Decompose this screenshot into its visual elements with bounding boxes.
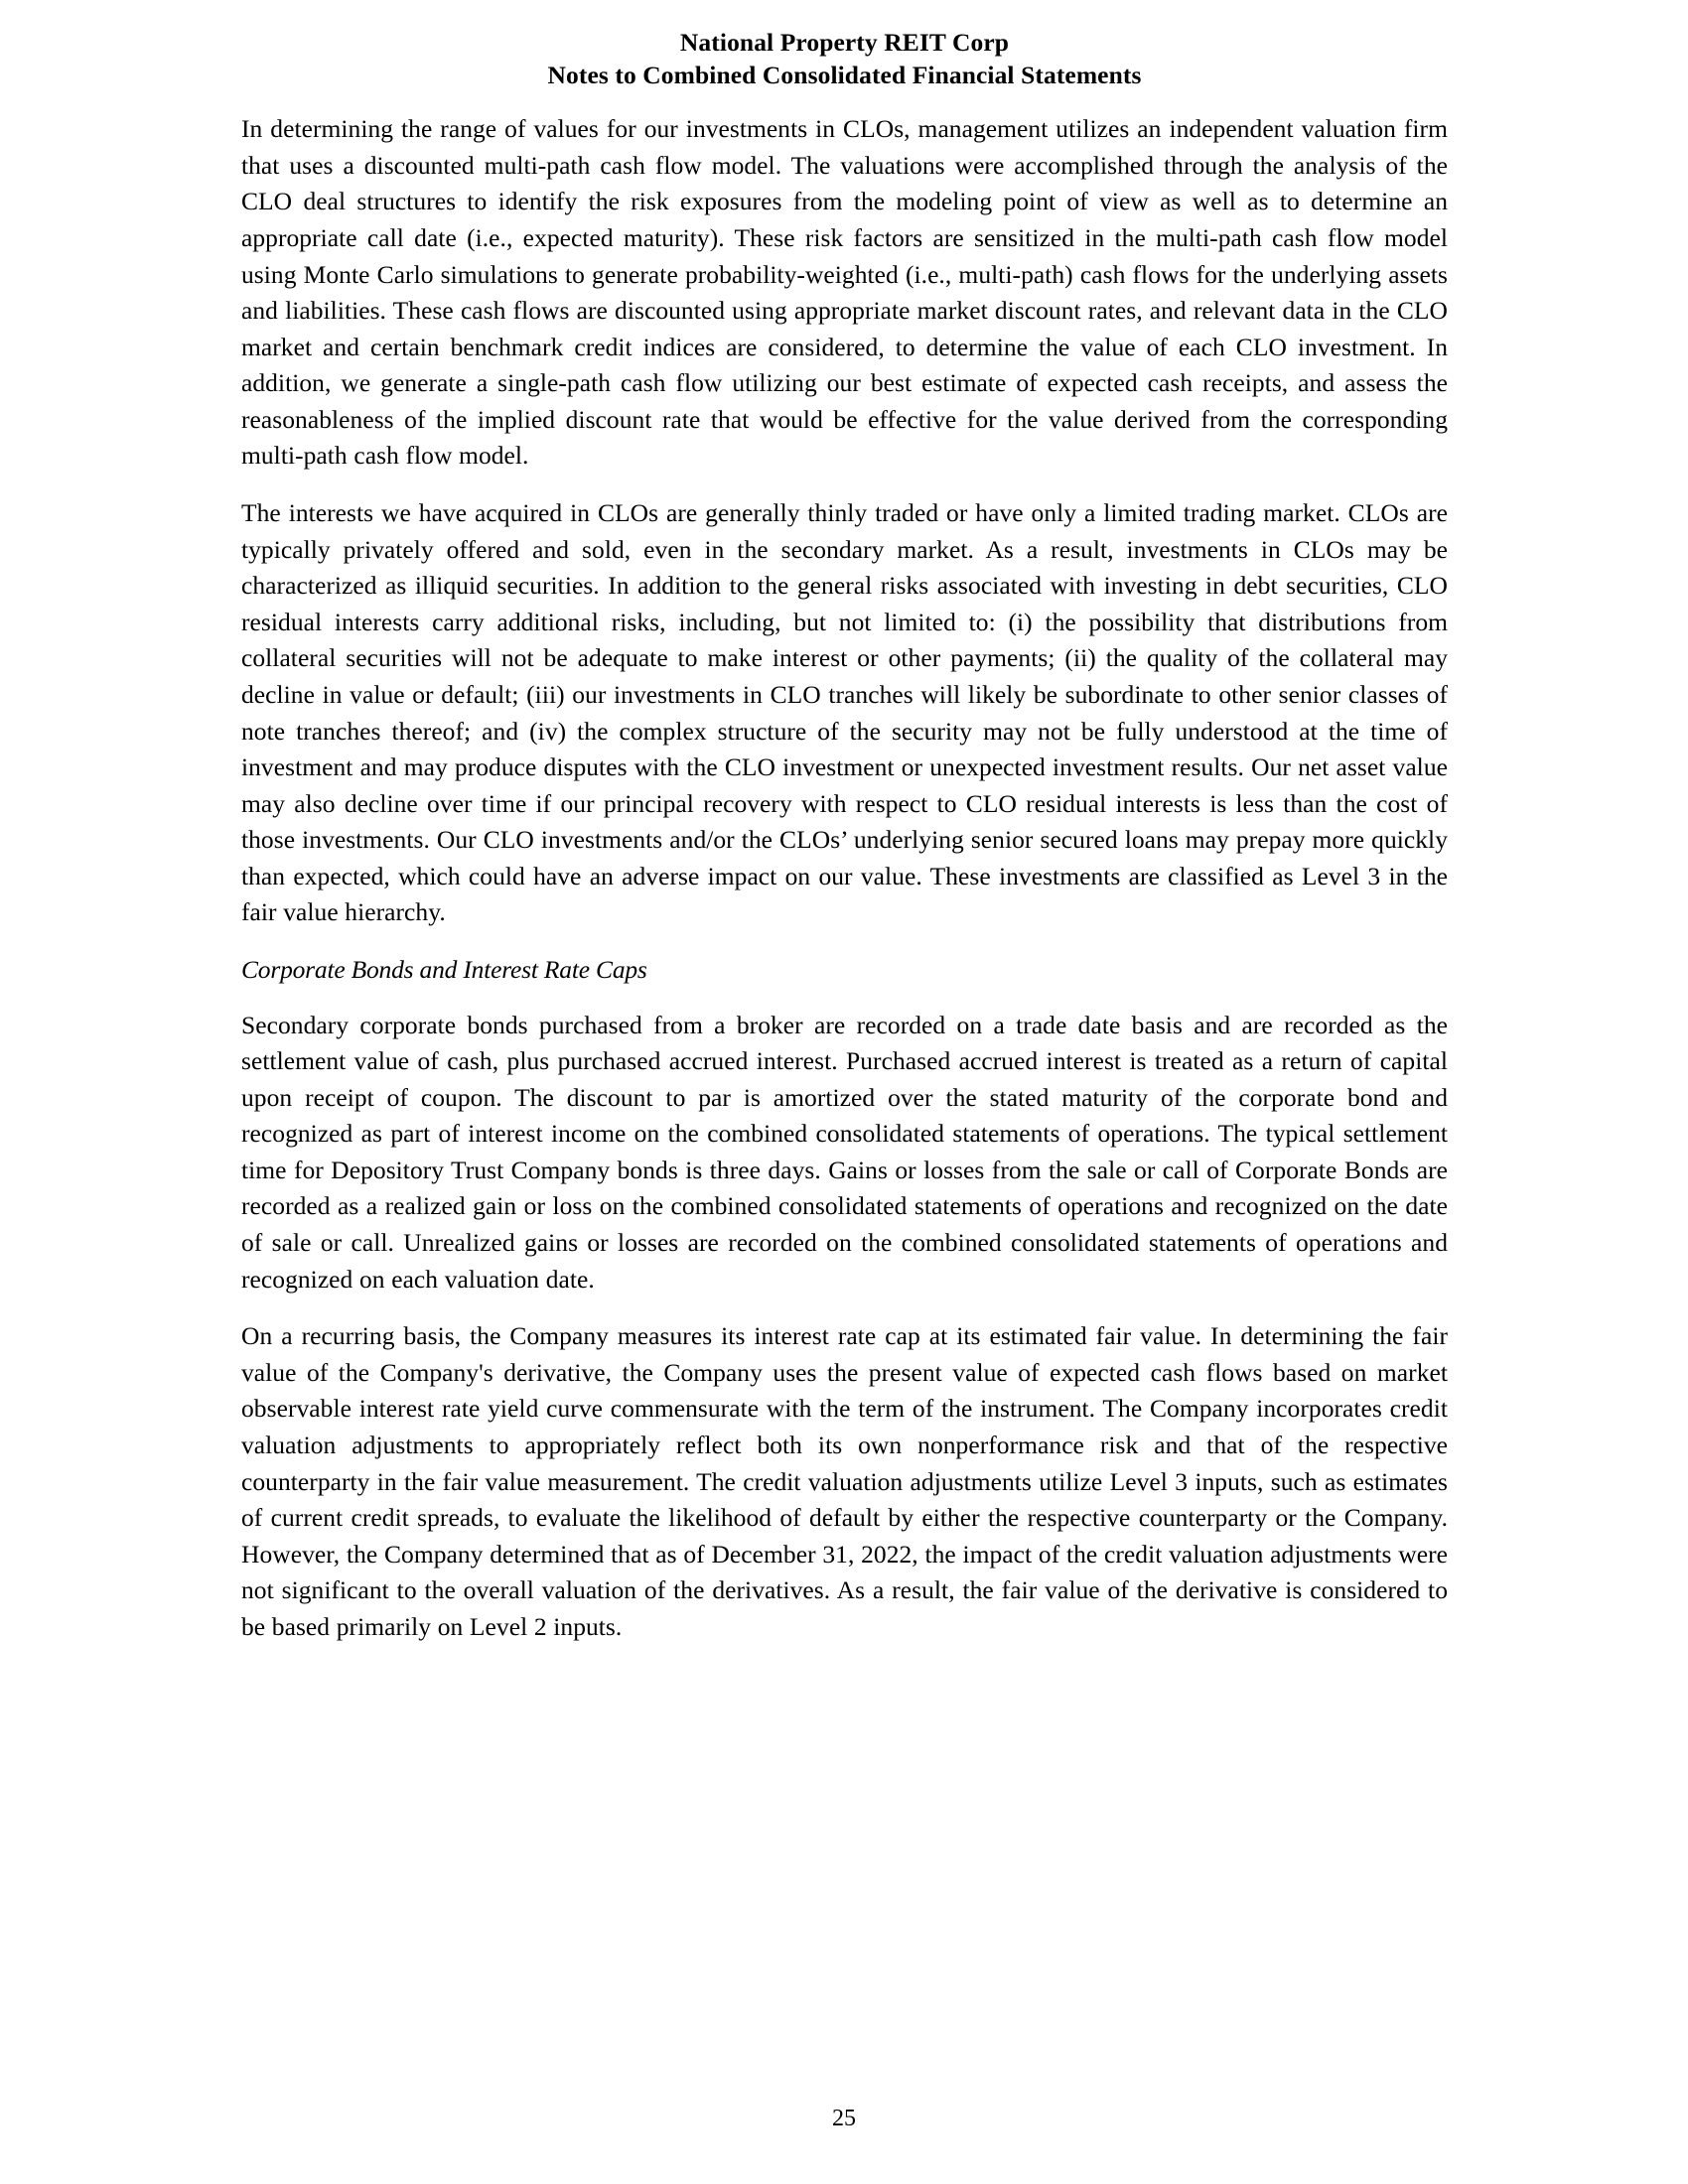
paragraph-interest-rate-cap: On a recurring basis, the Company measures its interest rate cap at its estimated fair value. In determining the fair value of the Company's derivative, the Company uses the present value of expected cash flows based on market observable interest rate yield curve commensurate with the term of the instrument. The Company incorporates credit valuation adjustments to appropriately reflect both its own nonperformance risk and that of the respective counterparty in the fair value measurement. The credit valuation adjustments utilize Level 3 inputs, such as estimates of current credit spreads, to evaluate the likelihood of default by either the respective counterparty or the Company. However, the Company determined that as of December 31, 2022, the impact of the credit valuation adjustments were not significant to the overall valuation of the derivatives. As a result, the fair value of the derivative is considered to be based primarily on Level 2 inputs. [241, 1321, 1448, 1641]
paragraph-clo-risks: The interests we have acquired in CLOs are generally thinly traded or have only a limited trading market. CLOs are typically privately offered and sold, even in the secondary market. As a result, investments in CLOs may be characterized as illiquid securities. In addition to the general risks associated with investing in debt securities, CLO residual interests carry additional risks, including, but not limited to: (i) the possibility that distributions from collateral securities will not be adequate to make interest or other payments; (ii) the quality of the collateral may decline in value or default; (iii) our investments in CLO tranches will likely be subordinate to other senior classes of note tranches thereof; and (iv) the complex structure of the security may not be fully understood at the time of investment and may produce disputes with the CLO investment or unexpected investment results. Our net asset value may also decline over time if our principal recovery with respect to CLO residual interests is less than the cost of those investments. Our CLO investments and/or the CLOs’ underlying senior secured loans may prepay more quickly than expected, which could have an adverse impact on our value. These investments are classified as Level 3 in the fair value hierarchy. [241, 498, 1448, 927]
page-content [241, 26, 1448, 1645]
paragraph-clo-valuation-methodology: In determining the range of values for our investments in CLOs, management utilizes an independent valuation firm that uses a discounted multi-path cash flow model. The valuations were accomplished through the analysis of the CLO deal structures to identify the risk exposures from the modeling point of view as well as to determine an appropriate call date (i.e., expected maturity). These risk factors are sensitized in the multi-path cash flow model using Monte Carlo simulations to generate probability-weighted (i.e., multi-path) cash flows for the underlying assets and liabilities. These cash flows are discounted using appropriate market discount rates, and relevant data in the CLO market and certain benchmark credit indices are considered, to determine the value of each CLO investment. In addition, we generate a single-path cash flow utilizing our best estimate of expected cash receipts, and assess the reasonableness of the implied discount rate that would be effective for the value derived from the corresponding multi-path cash flow model. [241, 114, 1448, 471]
document-header [241, 26, 1448, 91]
company-name: National Property REIT Corp [679, 28, 1010, 57]
document-body [241, 111, 1448, 1645]
page-number: 25 [832, 2106, 856, 2131]
document-subtitle: Notes to Combined Consolidated Financial Statements [547, 61, 1142, 90]
paragraph-corporate-bonds: Secondary corporate bonds purchased from a broker are recorded on a trade date basis and are recorded as the settlement value of cash, plus purchased accrued interest. Purchased accrued interest is treated as a return of capital upon receipt of coupon. The discount to par is amortized over the stated maturity of the corporate bond and recognized as part of interest income on the combined consolidated statements of operations. The typical settlement time for Depository Trust Company bonds is three days. Gains or losses from the sale or call of Corporate Bonds are recorded as a realized gain or loss on the combined consolidated statements of operations and recognized on the date of sale or call. Unrealized gains or losses are recorded on the combined consolidated statements of operations and recognized on each valuation date. [241, 1010, 1448, 1294]
section-heading-corporate-bonds: Corporate Bonds and Interest Rate Caps [241, 955, 647, 984]
